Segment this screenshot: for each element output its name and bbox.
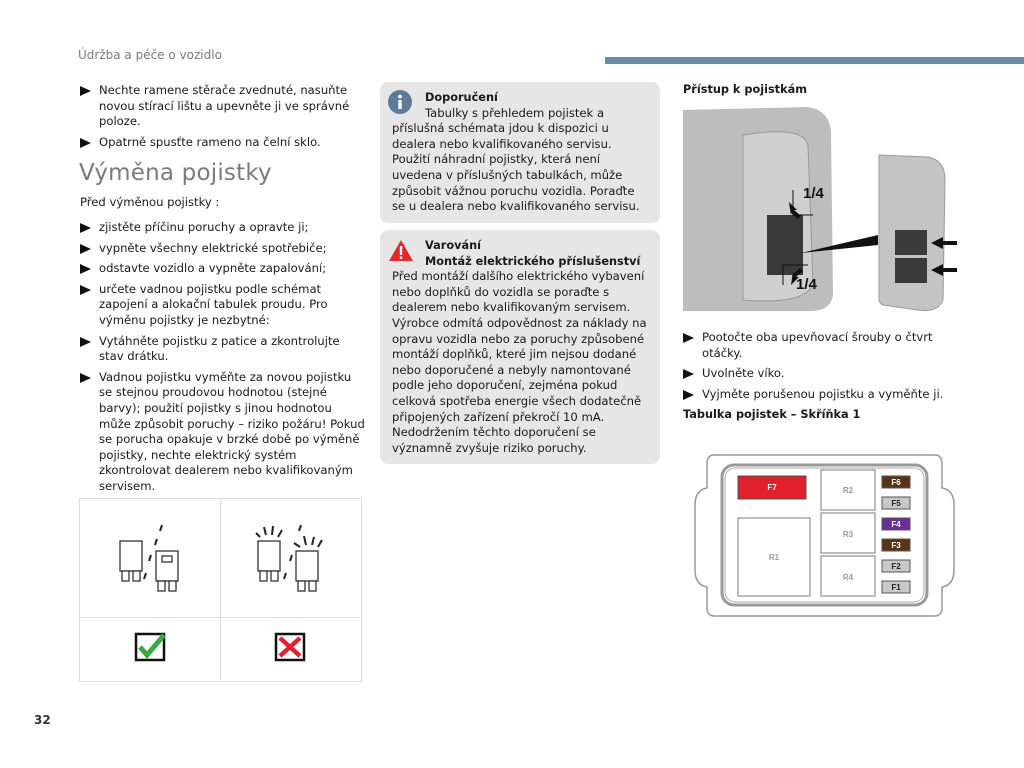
fuse-label: F3 bbox=[891, 541, 901, 550]
list-item-text: Opatrně spusťte rameno na čelní sklo. bbox=[99, 134, 321, 149]
fusebox-cover-illustration bbox=[683, 105, 958, 315]
list-item bbox=[80, 261, 365, 277]
quarter-turn-label-top: 1/4 bbox=[803, 185, 824, 202]
warning-subtitle: Montáž elektrického příslušenství bbox=[425, 254, 641, 268]
list-item-text: odstavte vozidlo a vypněte zapalování; bbox=[99, 261, 327, 276]
arrow-bullet-icon bbox=[80, 285, 91, 295]
page-number: 32 bbox=[34, 713, 51, 727]
header-accent-bar bbox=[605, 57, 1024, 64]
before-label: Před výměnou pojistky : bbox=[80, 195, 220, 209]
running-header: Údržba a péče o vozidlo bbox=[78, 48, 222, 62]
list-item bbox=[683, 366, 958, 382]
warning-title: Varování bbox=[425, 239, 481, 252]
blown-fuse-illustration bbox=[220, 499, 360, 617]
list-item-text: Uvolněte víko. bbox=[702, 366, 785, 381]
arrow-bullet-icon bbox=[80, 244, 91, 254]
list-item-text: zjistěte příčinu poruchy a opravte ji; bbox=[99, 220, 309, 234]
intro-bullet-list bbox=[80, 83, 365, 155]
list-item bbox=[80, 83, 365, 130]
fuse-label: F7 bbox=[767, 483, 777, 492]
fuse-label: F4 bbox=[891, 520, 901, 529]
check-icon bbox=[80, 617, 220, 680]
list-item bbox=[683, 387, 958, 403]
info-icon bbox=[388, 90, 412, 114]
recommendation-box bbox=[380, 82, 660, 223]
fuse-label: F2 bbox=[891, 562, 901, 571]
arrow-bullet-icon bbox=[80, 264, 91, 274]
list-item bbox=[683, 330, 958, 361]
list-item bbox=[80, 220, 365, 236]
fuse-condition-table bbox=[79, 498, 362, 682]
fuse-access-photo bbox=[683, 105, 958, 315]
good-result-cell bbox=[80, 617, 221, 680]
list-item-text: Vyjměte porušenou pojistku a vyměňte ji. bbox=[702, 386, 944, 401]
relay-label: R2 bbox=[842, 486, 854, 495]
arrow-bullet-icon bbox=[80, 373, 91, 383]
warning-text: Před montáží dalšího elektrického vybavení nebo doplňků do vozidla se poraďte s dealerem nebo kvalifikovaným servisem. Výrobce odmítá odpovědnost za náklady na opravu vozidla nebo za poruchy způsobené montáží doplňků, které jim nejsou dodané nebo doporučené a nebyly namontované podle jeho doporučení, zejména pokud celková spotřeba energie všech dodatečně připojených zařízení překročí 10 mA. Nedodržením těchto doporučení se významně zvyšuje riziko poruchy. bbox=[392, 269, 647, 455]
warning-box bbox=[380, 230, 660, 464]
arrow-bullet-icon bbox=[80, 337, 91, 347]
arrow-bullet-icon bbox=[80, 86, 91, 96]
arrow-bullet-icon bbox=[683, 369, 694, 379]
arrow-bullet-icon bbox=[683, 390, 694, 400]
good-fuse-cell bbox=[80, 499, 221, 618]
list-item-text: Pootočte oba upevňovací šrouby o čtvrt otáčky. bbox=[702, 330, 933, 360]
cross-icon bbox=[220, 617, 360, 680]
arrow-bullet-icon bbox=[683, 333, 694, 343]
access-steps-list bbox=[683, 330, 958, 407]
fuse-label: F5 bbox=[891, 499, 901, 508]
section-title: Výměna pojistky bbox=[79, 160, 272, 186]
fusebox-diagram bbox=[692, 450, 957, 620]
list-item-text: Vytáhněte pojistku z patice a zkontrolujte stav drátku. bbox=[99, 333, 340, 364]
blown-fuse-cell bbox=[220, 499, 360, 618]
list-item bbox=[80, 334, 365, 365]
list-item-text: Vadnou pojistku vyměňte za novou pojistku se stejnou proudovou hodnotou (stejné barvy); použití pojistky s jinou hodnotou může způsobit poruchy – riziko požáru! Pokud se porucha opakuje v brzké době po výměně pojistky, nechte elektrický systém zkontrolovat dealerem nebo kvalifikovaným servisem. bbox=[99, 369, 365, 493]
fuse-label: F6 bbox=[891, 478, 901, 487]
recommendation-text: Tabulky s přehledem pojistek a příslušná schémata jdou k dispozici u dealera nebo kvalifikovaného servisu. bbox=[392, 105, 612, 151]
fuse-label: F1 bbox=[891, 583, 901, 592]
list-item-text: určete vadnou pojistku podle schémat zapojení a alokační tabulek proudu. Pro výměnu pojistky je nezbytné: bbox=[99, 281, 328, 327]
list-item-text: vypněte všechny elektrické spotřebiče; bbox=[99, 240, 327, 255]
list-item bbox=[80, 241, 365, 257]
arrow-bullet-icon bbox=[80, 138, 91, 148]
steps-list bbox=[80, 220, 365, 500]
list-item bbox=[80, 135, 365, 151]
access-title: Přístup k pojistkám bbox=[683, 83, 807, 96]
recommendation-title: Doporučení bbox=[425, 91, 498, 104]
list-item bbox=[80, 370, 365, 495]
list-item bbox=[80, 282, 365, 329]
bad-result-cell bbox=[220, 617, 360, 680]
list-item-text: Nechte ramene stěrače zvednuté, nasuňte novou stírací lištu a upevněte ji ve správné poloze. bbox=[99, 83, 350, 129]
recommendation-text-2: Použití náhradní pojistky, která není uvedena v příslušných tabulkách, může způsobit vážnou poruchu vozidla. Poraďte se u dealera nebo kvalifikovaného servisu. bbox=[392, 152, 640, 214]
relay-label: R3 bbox=[842, 530, 854, 539]
fuse-table-title: Tabulka pojistek – Skříňka 1 bbox=[683, 408, 861, 421]
intact-fuse-illustration bbox=[80, 499, 220, 617]
fuse-F7 bbox=[738, 476, 806, 499]
warning-icon bbox=[389, 240, 413, 261]
relay-label: R1 bbox=[768, 553, 780, 562]
relay-label: R4 bbox=[842, 573, 854, 582]
arrow-bullet-icon bbox=[80, 223, 91, 233]
quarter-turn-label-bottom: 1/4 bbox=[796, 276, 817, 293]
